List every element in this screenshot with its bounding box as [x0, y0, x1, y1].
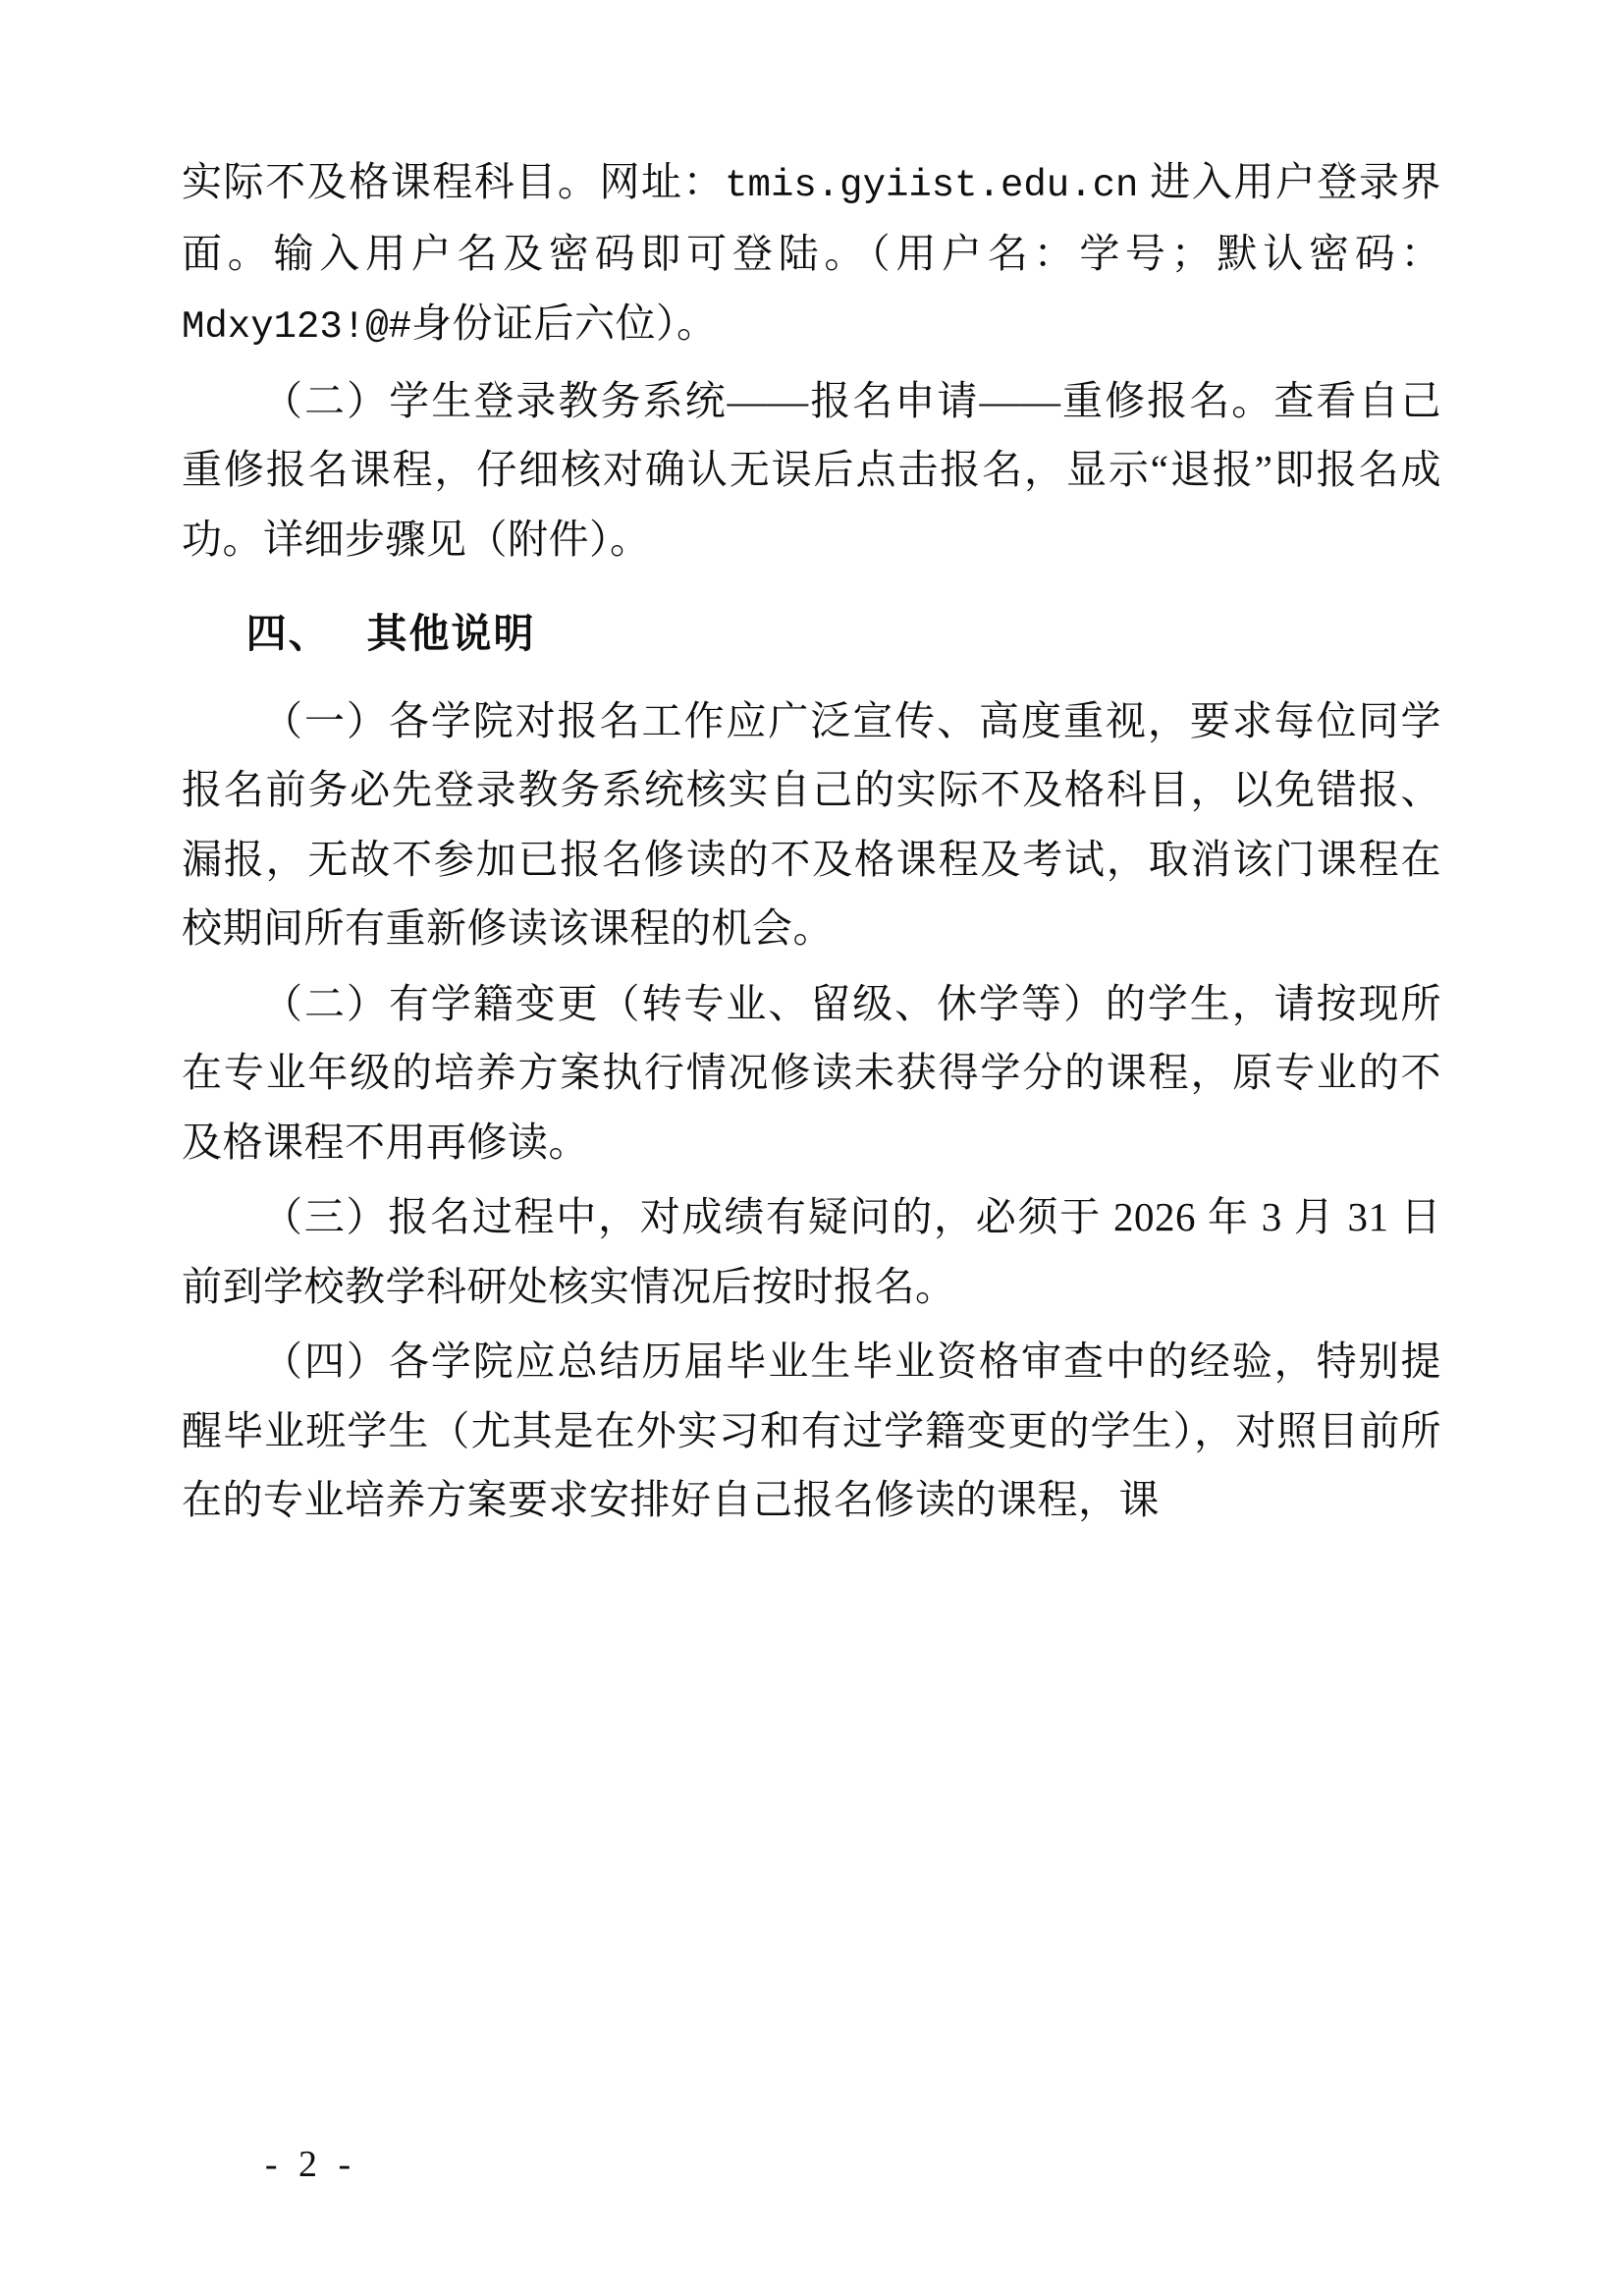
page-footer [0, 2143, 1623, 2186]
section-heading-4 [182, 599, 1441, 669]
default-password-text: Mdxy123!@# [182, 304, 412, 349]
paragraph-section4-item4: （四）各学院应总结历届毕业生毕业资格审查中的经验，特别提醒毕业班学生（尤其是在外实习和有过学籍变更的学生），对照目前所在的专业培养方案要求安排好自己报名修读的课程，课 [182, 1339, 1441, 1523]
text-run: 实际不及格课程科目。网址： [182, 159, 726, 204]
paragraph-section4-item1: （一）各学院对报名工作应广泛宣传、高度重视，要求每位同学报名前务必先登录教务系统核实自己的实际不及格科目，以免错报、漏报，无故不参加已报名修读的不及格课程及考试，取消该门课程在校期间所有重新修读该课程的机会。 [182, 697, 1441, 952]
document-body [182, 147, 1441, 1535]
paragraph-section4-item3: （三）报名过程中，对成绩有疑问的，必须于 2026 年 3 月 31 日前到学校教学科研处核实情况后按时报名。 [182, 1194, 1441, 1309]
paragraph-url-login [182, 147, 1441, 360]
url-text: tmis.gyiist.edu.cn [725, 164, 1139, 207]
text-run: 进入用户登录界面。输入用户名及密码即可登陆。（用户名：学号；默认密码： [182, 159, 1442, 277]
text-run: 身份证后六位）。 [411, 300, 718, 346]
heading-title: 其他说明 [366, 611, 536, 657]
paragraph-section3-item2: （二）学生登录教务系统——报名申请——重修报名。查看自己重修报名课程，仔细核对确认无误后点击报名，显示“退报”即报名成功。详细步骤见（附件）。 [182, 377, 1441, 562]
heading-number: 四、 [245, 611, 331, 657]
paragraph-section4-item2: （二）有学籍变更（转专业、留级、休学等）的学生，请按现所在专业年级的培养方案执行情况修读未获得学分的课程，原专业的不及格课程不用再修读。 [182, 980, 1441, 1165]
page-number: - 2 - [264, 2144, 357, 2185]
